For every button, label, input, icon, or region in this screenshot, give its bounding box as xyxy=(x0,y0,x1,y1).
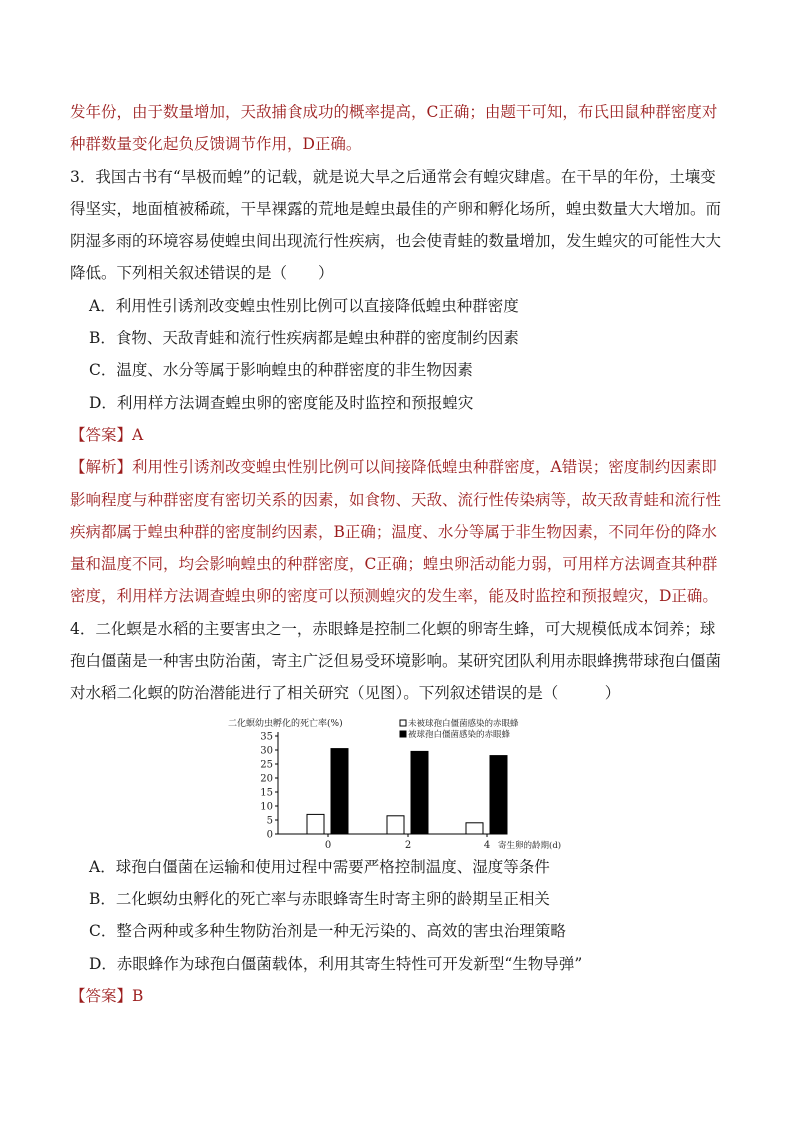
y-tick-label: 25 xyxy=(260,759,273,771)
q4-option-a: A．球孢白僵菌在运输和使用过程中需要严格控制温度、湿度等条件 xyxy=(89,857,550,876)
bar xyxy=(466,822,483,833)
q4-stem: 4．二化螟是水稻的主要害虫之一，赤眼蜂是控制二化螟的卵寄生蜂，可大规模低成本饲养；球孢白僵菌是一种害虫防治菌，寄主广泛但易受环境影响。某研究团队利用赤眼蜂携带球孢白僵菌对水稻二化螟的防治潜能进行了相关研究（见图）。下列叙述错误的是（ ） xyxy=(70,619,722,703)
q3-answer: 【答案】A xyxy=(70,425,144,444)
bar-chart xyxy=(220,714,562,851)
y-tick-label: 15 xyxy=(260,787,273,799)
legend-swatch xyxy=(400,720,406,726)
question-3 xyxy=(70,161,730,613)
q3-option-a: A．利用性引诱剂改变蝗虫性别比例可以直接降低蝗虫种群密度 xyxy=(89,296,519,315)
bar xyxy=(331,748,348,833)
q3-analysis: 【解析】利用性引诱剂改变蝗虫性别比例可以间接降低蝗虫种群密度，A错误；密度制约因素即影响程度与种群密度有密切关系的因素，如食物、天敌、流行性传染病等，故天敌青蛙和流行性疾病都属于蝗虫种群的密度制约因素，B正确；温度、水分等属于非生物因素，不同年份的降水量和温度不同，均会影响蝗虫的种群密度，C正确；蝗虫卵活动能力弱，可用样方法调查其种群密度，利用样方法调查蝗虫卵的密度可以预测蝗灾的发生率，能及时监控和预报蝗灾，D正确。 xyxy=(70,458,722,606)
prev-analysis-tail: 发年份，由于数量增加，天敌捕食成功的概率提高，C正确；由题干可知，布氏田鼠种群密度对种群数量变化起负反馈调节作用，D正确。 xyxy=(70,103,718,154)
x-tick-label: 4 xyxy=(483,839,491,851)
y-tick-label: 10 xyxy=(260,801,273,813)
bar xyxy=(490,755,507,833)
y-tick-label: 30 xyxy=(260,745,273,757)
x-tick-label: 0 xyxy=(324,839,332,851)
y-tick-label: 5 xyxy=(266,815,273,827)
legend-label: 被球孢白僵菌感染的赤眼蜂 xyxy=(408,729,511,740)
bar xyxy=(307,814,324,834)
y-axis-label: 二化螟幼虫孵化的死亡率(%) xyxy=(228,718,343,729)
x-axis-label: 寄生卵的龄期(d) xyxy=(498,840,562,851)
q4-figure xyxy=(70,714,730,851)
y-tick-label: 0 xyxy=(266,829,273,841)
legend-label: 未被球孢白僵菌感染的赤眼蜂 xyxy=(408,718,519,729)
y-tick-label: 20 xyxy=(260,773,273,785)
q4-option-c: C．整合两种或多种生物防治剂是一种无污染的、高效的害虫治理策略 xyxy=(89,922,566,941)
bar xyxy=(387,815,404,833)
y-tick-label: 35 xyxy=(260,731,273,743)
bar xyxy=(411,751,428,834)
document-page xyxy=(70,96,730,1012)
q3-option-c: C．温度、水分等属于影响蝗虫的种群密度的非生物因素 xyxy=(89,361,473,380)
q3-option-d: D．利用样方法调查蝗虫卵的密度能及时监控和预报蝗灾 xyxy=(89,393,474,412)
x-tick-label: 2 xyxy=(404,839,412,851)
q3-stem: 3．我国古书有“旱极而蝗”的记载，就是说大旱之后通常会有蝗灾肆虐。在干旱的年份，土壤变得坚实，地面植被稀疏，干旱裸露的荒地是蝗虫最佳的产卵和孵化场所，蝗虫数量大大增加。而阴湿多雨的环境容易使蝗虫间出现流行性疾病，也会使青蛙的数量增加，发生蝗灾的可能性大大降低。下列相关叙述错误的是（ ） xyxy=(70,167,722,283)
q4-answer: 【答案】B xyxy=(70,986,144,1005)
question-4 xyxy=(70,613,730,1012)
legend-swatch xyxy=(400,731,406,737)
q3-option-b: B．食物、天敌青蛙和流行性疾病都是蝗虫种群的密度制约因素 xyxy=(89,329,519,348)
q4-option-d: D．赤眼蜂作为球孢白僵菌载体，利用其寄生特性可开发新型“生物导弹” xyxy=(89,954,583,973)
q4-option-b: B．二化螟幼虫孵化的死亡率与赤眼蜂寄生时寄主卵的龄期呈正相关 xyxy=(89,889,550,908)
